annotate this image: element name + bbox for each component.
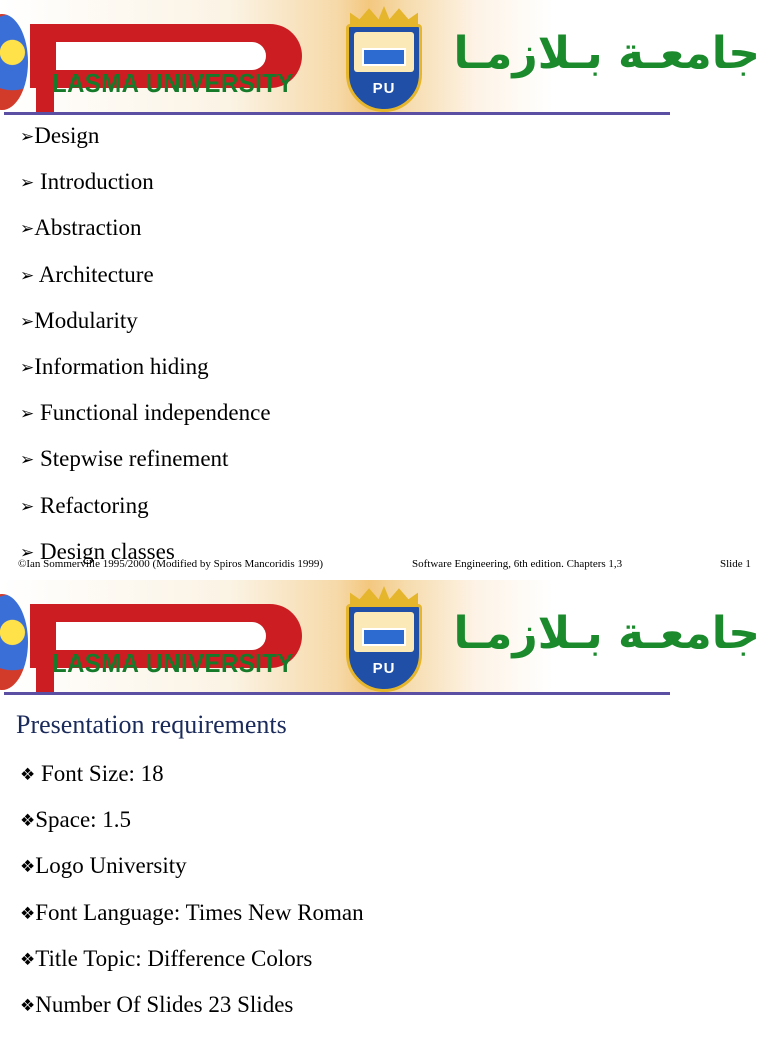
list-item bbox=[20, 261, 271, 307]
book-icon bbox=[362, 48, 406, 66]
arrow-bullet-icon: ➢ bbox=[20, 542, 35, 563]
list-item-label: Number Of Slides 23 Slides bbox=[35, 991, 294, 1017]
list-item-label: Font Size: 18 bbox=[35, 761, 164, 786]
topic-list bbox=[20, 122, 271, 580]
list-item bbox=[20, 760, 364, 806]
crest-letters: PU bbox=[372, 660, 396, 677]
arabic-university-name: جامعـة بـلازمـا bbox=[453, 28, 760, 79]
university-banner bbox=[0, 580, 768, 698]
arrow-bullet-icon: ➢ bbox=[20, 219, 35, 240]
arrow-bullet-icon: ➢ bbox=[20, 311, 35, 332]
slide-title: Presentation requirements bbox=[16, 710, 287, 739]
list-item bbox=[20, 168, 271, 214]
arabic-university-name: جامعـة بـلازمـا bbox=[453, 608, 760, 659]
diamond-bullet-icon: ❖ bbox=[20, 995, 36, 1016]
book-icon bbox=[362, 628, 406, 646]
arrow-bullet-icon: ➢ bbox=[20, 173, 35, 194]
list-item bbox=[20, 399, 271, 445]
requirements-list bbox=[20, 760, 364, 1037]
logo-p-counter bbox=[56, 42, 266, 70]
footer-slide-number: Slide 1 bbox=[720, 558, 751, 570]
list-item bbox=[20, 945, 364, 991]
arrow-bullet-icon: ➢ bbox=[20, 265, 35, 286]
university-crest-icon bbox=[344, 586, 424, 694]
arrow-bullet-icon: ➢ bbox=[20, 450, 35, 471]
list-item-label: Title Topic: Difference Colors bbox=[35, 945, 313, 971]
diamond-bullet-icon: ❖ bbox=[20, 857, 36, 878]
list-item-label: Information hiding bbox=[34, 353, 209, 379]
list-item bbox=[20, 852, 364, 898]
list-item bbox=[20, 122, 271, 168]
footer-copyright: ©Ian Sommerville 1995/2000 (Modified by Spiros Mancoridis 1999) bbox=[18, 558, 324, 570]
list-item-label: Refactoring bbox=[34, 492, 149, 518]
university-banner bbox=[0, 0, 768, 118]
list-item-label: Design classes bbox=[34, 538, 175, 564]
arrow-bullet-icon: ➢ bbox=[20, 496, 35, 517]
list-item-label: Logo University bbox=[35, 853, 187, 879]
arrow-bullet-icon: ➢ bbox=[20, 404, 35, 425]
banner-divider bbox=[4, 112, 670, 115]
list-item bbox=[20, 445, 271, 491]
diamond-bullet-icon: ❖ bbox=[20, 765, 36, 785]
list-item bbox=[20, 899, 364, 945]
arrow-bullet-icon: ➢ bbox=[20, 127, 35, 147]
banner-divider bbox=[4, 692, 670, 695]
list-item-label: Space: 1.5 bbox=[35, 807, 132, 833]
diamond-bullet-icon: ❖ bbox=[20, 903, 36, 924]
diamond-bullet-icon: ❖ bbox=[20, 949, 36, 970]
university-name: LASMA UNIVERSITY bbox=[52, 68, 294, 98]
list-item bbox=[20, 353, 271, 399]
university-name: LASMA UNIVERSITY bbox=[52, 648, 294, 678]
list-item-label: Functional independence bbox=[34, 400, 271, 426]
crest-letters: PU bbox=[372, 80, 396, 97]
list-item-label: Stepwise refinement bbox=[34, 446, 229, 472]
list-item bbox=[20, 214, 271, 260]
list-item-label: Modularity bbox=[34, 307, 138, 333]
list-item bbox=[20, 806, 364, 852]
list-item-label: Design bbox=[34, 123, 100, 148]
list-item-label: Introduction bbox=[34, 169, 154, 195]
list-item bbox=[20, 492, 271, 538]
slide-footer bbox=[0, 558, 768, 574]
list-item-label: Font Language: Times New Roman bbox=[35, 899, 364, 925]
list-item bbox=[20, 991, 364, 1037]
footer-book-title: Software Engineering, 6th edition. Chapters 1,3 bbox=[412, 558, 623, 570]
list-item-label: Architecture bbox=[34, 261, 154, 287]
arrow-bullet-icon: ➢ bbox=[20, 357, 35, 378]
logo-p-counter bbox=[56, 622, 266, 650]
diamond-bullet-icon: ❖ bbox=[20, 811, 36, 832]
university-crest-icon bbox=[344, 6, 424, 114]
list-item bbox=[20, 307, 271, 353]
list-item-label: Abstraction bbox=[34, 215, 142, 241]
